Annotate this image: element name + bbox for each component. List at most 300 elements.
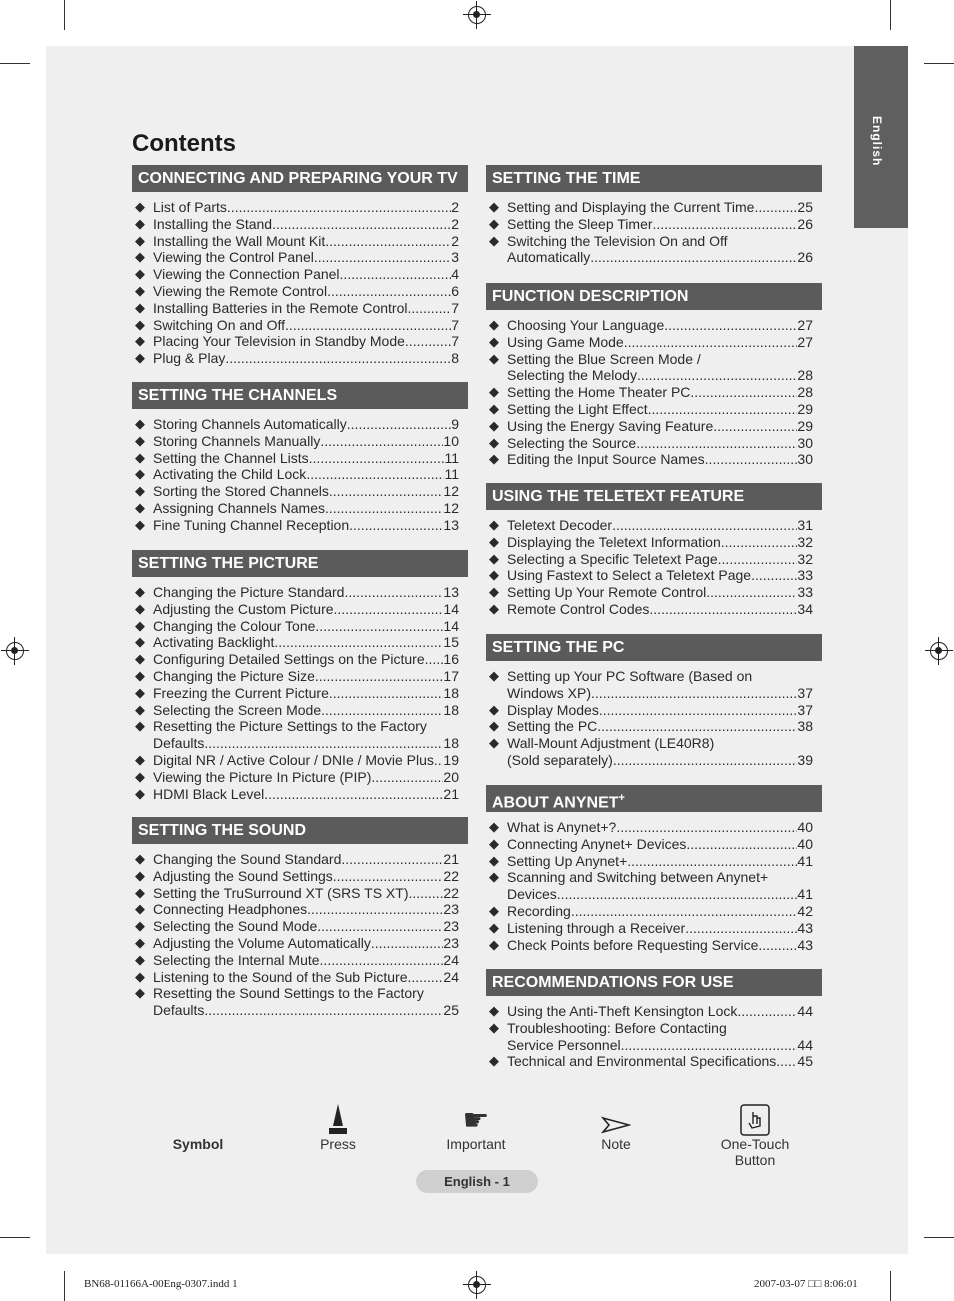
diamond-bullet-icon: ◆ — [489, 869, 499, 885]
toc-entry[interactable] — [486, 233, 822, 267]
toc-entry-title: Adjusting the Custom Picture — [153, 600, 334, 617]
toc-entry-title: Fine Tuning Channel Reception — [153, 516, 350, 533]
toc-entry-title: Windows XP) — [507, 684, 592, 701]
dot-leader — [637, 367, 797, 384]
toc-entry[interactable] — [486, 401, 822, 418]
toc-page-number: 37 — [797, 684, 813, 701]
diamond-bullet-icon: ◆ — [489, 668, 499, 683]
section-header — [486, 785, 822, 812]
diamond-bullet-icon: ◆ — [135, 701, 145, 717]
toc-entry[interactable] — [132, 618, 468, 635]
toc-list — [132, 416, 468, 534]
diamond-bullet-icon: ◆ — [135, 333, 145, 349]
toc-entry-title: Wall-Mount Adjustment (LE40R8) — [507, 735, 715, 752]
toc-entry-line — [507, 567, 813, 584]
toc-entry-line — [507, 249, 813, 266]
toc-entry-title: Storing Channels Automatically — [153, 416, 347, 432]
toc-section — [486, 634, 822, 769]
dot-leader — [690, 384, 797, 401]
toc-entry-line — [153, 500, 459, 517]
diamond-bullet-icon: ◆ — [135, 951, 145, 967]
diamond-bullet-icon: ◆ — [489, 451, 499, 467]
section-header — [132, 382, 468, 409]
toc-page-number: 39 — [797, 751, 813, 768]
toc-entry-line — [153, 702, 459, 719]
toc-page-number: 11 — [444, 449, 459, 466]
diamond-bullet-icon: ◆ — [489, 852, 499, 868]
diamond-bullet-icon: ◆ — [489, 735, 499, 751]
toc-entry[interactable] — [132, 901, 468, 918]
diamond-bullet-icon: ◆ — [489, 936, 499, 952]
diamond-bullet-icon: ◆ — [135, 617, 145, 633]
toc-entry[interactable] — [486, 567, 822, 584]
dot-leader — [321, 702, 443, 719]
diamond-bullet-icon: ◆ — [135, 282, 145, 298]
toc-entry[interactable] — [486, 702, 822, 719]
toc-entry-line — [507, 517, 813, 534]
toc-entry-line — [507, 334, 813, 351]
dot-leader — [627, 853, 797, 870]
diamond-bullet-icon: ◆ — [135, 466, 145, 482]
dot-leader — [636, 435, 797, 452]
toc-entry-title: Viewing the Picture In Picture (PIP) — [153, 768, 372, 785]
section-title: SETTING THE SOUND — [138, 822, 307, 839]
dot-leader — [340, 266, 452, 283]
dot-leader — [612, 517, 797, 534]
dot-leader — [306, 466, 444, 483]
toc-entry-title: Setting up Your PC Software (Based on — [507, 668, 753, 684]
toc-page-number: 17 — [443, 667, 459, 684]
diamond-bullet-icon: ◆ — [135, 934, 145, 950]
dot-leader — [754, 199, 797, 216]
toc-entry[interactable] — [132, 969, 468, 986]
toc-entry[interactable] — [486, 735, 822, 769]
diamond-bullet-icon: ◆ — [135, 751, 145, 767]
toc-entry[interactable] — [132, 483, 468, 500]
section-title: ABOUT ANYNET — [492, 794, 619, 812]
dot-leader — [349, 517, 443, 534]
diamond-bullet-icon: ◆ — [489, 350, 499, 366]
toc-entry[interactable] — [486, 1053, 822, 1070]
toc-entry-title: Editing the Input Source Names — [507, 451, 705, 468]
dot-leader — [621, 1037, 798, 1054]
diamond-bullet-icon: ◆ — [489, 232, 499, 248]
toc-entry[interactable] — [486, 534, 822, 551]
toc-entry-title: Viewing the Control Panel — [153, 249, 314, 266]
toc-page-number: 2 — [451, 215, 459, 232]
toc-entry-title: Setting the TruSurround XT (SRS TS XT) — [153, 884, 409, 901]
toc-entry-title: Adjusting the Volume Automatically — [153, 934, 371, 951]
toc-entry[interactable] — [132, 266, 468, 283]
toc-page-number: 11 — [444, 466, 459, 483]
toc-entry[interactable] — [132, 233, 468, 250]
toc-list — [132, 851, 468, 1019]
dot-leader — [405, 333, 451, 350]
toc-entry-line — [153, 333, 459, 350]
dot-leader — [204, 1002, 443, 1019]
toc-entry-title: Viewing the Connection Panel — [153, 266, 340, 283]
toc-entry-title: Viewing the Remote Control — [153, 282, 328, 299]
toc-entry-title: Changing the Picture Standard — [153, 584, 345, 600]
toc-entry[interactable] — [132, 651, 468, 668]
toc-entry-line — [507, 384, 813, 401]
toc-entry[interactable] — [132, 985, 468, 1019]
toc-entry-line — [507, 886, 813, 903]
toc-section — [132, 550, 468, 802]
print-slug-date: 2007-03-07 □□ 8:06:01 — [754, 1278, 858, 1290]
toc-entry[interactable] — [486, 903, 822, 920]
section-header — [486, 483, 822, 510]
toc-entry[interactable] — [132, 668, 468, 685]
toc-section — [486, 283, 822, 468]
section-title: SETTING THE CHANNELS — [138, 387, 338, 404]
toc-entry-line — [153, 918, 459, 935]
toc-entry-line — [153, 868, 459, 885]
diamond-bullet-icon: ◆ — [489, 417, 499, 433]
toc-page-number: 37 — [797, 701, 813, 718]
toc-entry-title: Selecting the Melody — [507, 367, 637, 384]
toc-page-number: 30 — [797, 434, 813, 451]
toc-entry[interactable] — [486, 718, 822, 735]
toc-entry[interactable] — [486, 317, 822, 334]
toc-page-number: 34 — [797, 600, 813, 617]
toc-page-number: 23 — [443, 901, 459, 918]
toc-entry[interactable] — [486, 199, 822, 216]
toc-page-number: 43 — [797, 936, 813, 953]
diamond-bullet-icon: ◆ — [489, 215, 499, 231]
toc-entry-title: Teletext Decoder — [507, 517, 613, 533]
toc-entry-title: Setting and Displaying the Current Time — [507, 199, 755, 215]
toc-entry[interactable] — [486, 384, 822, 401]
section-header — [486, 283, 822, 310]
one-touch-button-icon — [740, 1104, 770, 1136]
toc-entry-title: Selecting the Sound Mode — [153, 918, 318, 935]
toc-entry[interactable] — [132, 584, 468, 601]
diamond-bullet-icon: ◆ — [489, 718, 499, 734]
toc-entry-line — [507, 216, 813, 233]
toc-entry[interactable] — [132, 851, 468, 868]
toc-entry[interactable] — [486, 351, 822, 385]
toc-entry[interactable] — [132, 702, 468, 719]
toc-entry[interactable] — [486, 451, 822, 468]
section-header — [132, 165, 468, 192]
dot-leader — [344, 584, 443, 601]
symbol-important — [436, 1096, 516, 1152]
toc-entry-line — [507, 233, 813, 250]
toc-entry[interactable] — [132, 752, 468, 769]
diamond-bullet-icon: ◆ — [135, 316, 145, 332]
diamond-bullet-icon: ◆ — [135, 634, 145, 650]
toc-page-number: 6 — [451, 282, 459, 299]
toc-entry-line — [507, 1003, 813, 1020]
toc-entry[interactable] — [132, 885, 468, 902]
toc-entry[interactable] — [132, 500, 468, 517]
toc-page-number: 22 — [443, 867, 459, 884]
dot-leader — [751, 567, 797, 584]
toc-entry[interactable] — [486, 216, 822, 233]
diamond-bullet-icon: ◆ — [135, 449, 145, 465]
toc-page-number: 13 — [443, 516, 459, 533]
toc-page-number: 13 — [443, 584, 459, 600]
dot-leader — [758, 937, 797, 954]
toc-entry[interactable] — [132, 786, 468, 803]
toc-page-number: 44 — [797, 1003, 813, 1019]
toc-entry-title: Connecting Headphones — [153, 901, 308, 918]
toc-entry-line — [153, 618, 459, 635]
toc-entry[interactable] — [486, 334, 822, 351]
toc-entry-title: Selecting a Specific Teletext Page — [507, 550, 718, 567]
language-tab — [854, 46, 908, 228]
toc-entry[interactable] — [486, 517, 822, 534]
toc-entry-line — [153, 483, 459, 500]
toc-entry-line — [507, 668, 813, 685]
note-label: Note — [601, 1136, 631, 1152]
diamond-bullet-icon: ◆ — [135, 584, 145, 599]
diamond-bullet-icon: ◆ — [135, 667, 145, 683]
toc-entry-title: Listening through a Receiver — [507, 919, 686, 936]
toc-list — [486, 668, 822, 769]
toc-entry[interactable] — [132, 450, 468, 467]
toc-entry-line — [507, 718, 813, 735]
toc-entry[interactable] — [132, 935, 468, 952]
toc-entry[interactable] — [132, 199, 468, 216]
toc-entry-line — [153, 634, 459, 651]
dot-leader — [653, 216, 798, 233]
diamond-bullet-icon: ◆ — [135, 215, 145, 231]
diamond-bullet-icon: ◆ — [135, 684, 145, 700]
toc-entry[interactable] — [132, 283, 468, 300]
diamond-bullet-icon: ◆ — [135, 266, 145, 282]
toc-entry[interactable] — [486, 418, 822, 435]
crop-mark — [924, 1237, 954, 1238]
toc-page-number: 26 — [797, 249, 813, 266]
toc-entry-title: Defaults — [153, 735, 205, 752]
important-label: Important — [446, 1136, 506, 1152]
toc-entry-line — [507, 435, 813, 452]
toc-entry-line — [507, 920, 813, 937]
toc-entry[interactable] — [132, 317, 468, 334]
diamond-bullet-icon: ◆ — [489, 199, 499, 214]
toc-entry[interactable] — [486, 869, 822, 903]
toc-page-number: 14 — [443, 617, 459, 634]
press-icon — [328, 1102, 348, 1136]
toc-entry[interactable] — [132, 952, 468, 969]
toc-entry-line — [153, 466, 459, 483]
dot-leader — [408, 885, 443, 902]
diamond-bullet-icon: ◆ — [489, 317, 499, 332]
dot-leader — [557, 886, 798, 903]
diamond-bullet-icon: ◆ — [489, 1003, 499, 1018]
dot-leader — [616, 819, 797, 836]
toc-page-number: 27 — [797, 317, 813, 333]
toc-entry[interactable] — [486, 920, 822, 937]
toc-entry-line — [153, 901, 459, 918]
toc-list — [486, 317, 822, 468]
toc-entry-line — [153, 786, 459, 803]
toc-entry-title: Check Points before Requesting Service — [507, 936, 759, 953]
toc-entry-line — [153, 584, 459, 601]
symbol-one-touch — [706, 1096, 804, 1168]
toc-page-number: 20 — [443, 768, 459, 785]
toc-page-number: 33 — [797, 584, 813, 601]
toc-entry[interactable] — [132, 333, 468, 350]
toc-entry-line — [153, 266, 459, 283]
toc-entry[interactable] — [486, 584, 822, 601]
toc-entry-title: Setting Up Anynet+ — [507, 852, 628, 869]
toc-page-number: 29 — [797, 417, 813, 434]
page-number-badge: English - 1 — [416, 1170, 538, 1193]
toc-entry-title: Using Game Mode — [507, 333, 624, 350]
dot-leader — [325, 500, 443, 517]
toc-entry[interactable] — [132, 433, 468, 450]
diamond-bullet-icon: ◆ — [135, 416, 145, 431]
toc-entry-line — [507, 601, 813, 618]
section-title: CONNECTING AND PREPARING YOUR TV — [138, 170, 458, 187]
toc-entry[interactable] — [132, 350, 468, 367]
dot-leader — [648, 401, 798, 418]
toc-entry[interactable] — [486, 601, 822, 618]
diamond-bullet-icon: ◆ — [489, 333, 499, 349]
toc-entry-line — [153, 651, 459, 668]
toc-entry-title: Configuring Detailed Settings on the Picture — [153, 651, 425, 668]
toc-entry[interactable] — [132, 769, 468, 786]
registration-mark-icon — [468, 6, 486, 24]
dot-leader — [705, 451, 798, 468]
toc-entry-line — [153, 752, 459, 769]
toc-entry[interactable] — [486, 668, 822, 702]
symbol-heading-label: Symbol — [172, 1136, 224, 1152]
toc-entry[interactable] — [132, 300, 468, 317]
toc-entry[interactable] — [486, 1020, 822, 1054]
toc-entry[interactable] — [132, 685, 468, 702]
dot-leader — [624, 334, 798, 351]
toc-page-number: 21 — [443, 785, 459, 802]
diamond-bullet-icon: ◆ — [489, 835, 499, 851]
toc-entry-line — [153, 233, 459, 250]
crop-mark — [890, 1271, 891, 1301]
toc-entry[interactable] — [486, 836, 822, 853]
toc-entry-title: Choosing Your Language — [507, 317, 665, 333]
toc-entry-title: Changing the Sound Standard — [153, 851, 342, 867]
toc-page-number: 28 — [797, 367, 813, 384]
diamond-bullet-icon: ◆ — [135, 968, 145, 984]
toc-entry-title: Service Personnel — [507, 1036, 621, 1053]
toc-entry-line — [153, 517, 459, 534]
registration-mark-icon — [468, 1276, 486, 1294]
toc-entry[interactable] — [132, 466, 468, 483]
toc-section — [486, 165, 822, 266]
toc-page-number: 8 — [451, 350, 459, 367]
section-title: FUNCTION DESCRIPTION — [492, 288, 689, 305]
dot-leader — [227, 199, 451, 216]
toc-entry[interactable] — [132, 918, 468, 935]
toc-entry-line — [507, 351, 813, 368]
toc-entry-title: Resetting the Picture Settings to the Factory — [153, 718, 427, 735]
toc-entry-title: Changing the Picture Size — [153, 667, 315, 684]
toc-entry[interactable] — [486, 435, 822, 452]
toc-entry[interactable] — [486, 853, 822, 870]
toc-entry[interactable] — [132, 517, 468, 534]
toc-entry[interactable] — [132, 601, 468, 618]
section-title: SETTING THE PICTURE — [138, 555, 319, 572]
toc-entry-line — [153, 350, 459, 367]
diamond-bullet-icon: ◆ — [489, 600, 499, 616]
toc-entry[interactable] — [486, 937, 822, 954]
toc-page-number: 32 — [797, 550, 813, 567]
toc-entry-title: Automatically — [507, 249, 591, 266]
diamond-bullet-icon: ◆ — [489, 550, 499, 566]
toc-page-number: 40 — [797, 835, 813, 852]
dot-leader — [272, 216, 451, 233]
toc-list — [132, 584, 468, 802]
toc-entry-line — [507, 836, 813, 853]
dot-leader — [285, 317, 451, 334]
toc-entry-title: Assigning Channels Names — [153, 499, 325, 516]
toc-entry-line — [507, 702, 813, 719]
dot-leader — [347, 416, 451, 433]
dot-leader — [686, 836, 797, 853]
toc-entry[interactable] — [132, 216, 468, 233]
toc-entry-line — [153, 283, 459, 300]
toc-entry-line — [153, 433, 459, 450]
dot-leader — [571, 903, 798, 920]
dot-leader — [329, 483, 444, 500]
toc-page-number: 43 — [797, 919, 813, 936]
toc-entry[interactable] — [486, 551, 822, 568]
toc-entry[interactable] — [486, 819, 822, 836]
dot-leader — [664, 317, 797, 334]
toc-entry[interactable] — [132, 718, 468, 752]
diamond-bullet-icon: ◆ — [135, 651, 145, 667]
diamond-bullet-icon: ◆ — [489, 584, 499, 600]
diamond-bullet-icon: ◆ — [489, 533, 499, 549]
diamond-bullet-icon: ◆ — [135, 232, 145, 248]
toc-entry-line — [153, 199, 459, 216]
section-header — [132, 817, 468, 844]
dot-leader — [718, 551, 798, 568]
toc-entry[interactable] — [132, 416, 468, 433]
toc-entry-line — [507, 534, 813, 551]
toc-entry-line — [507, 1020, 813, 1037]
toc-page-number: 18 — [443, 735, 459, 752]
toc-page-number: 40 — [797, 819, 813, 835]
toc-section — [132, 165, 468, 367]
diamond-bullet-icon: ◆ — [489, 1053, 499, 1069]
diamond-bullet-icon: ◆ — [135, 249, 145, 265]
toc-entry-title: Setting the Light Effect — [507, 400, 648, 417]
toc-entry-title: Freezing the Current Picture — [153, 684, 329, 701]
dot-leader — [333, 868, 444, 885]
toc-entry-title: Activating Backlight — [153, 634, 275, 651]
toc-page-number: 23 — [443, 918, 459, 935]
toc-entry[interactable] — [132, 868, 468, 885]
toc-page-number: 38 — [797, 718, 813, 735]
toc-entry-title: Installing Batteries in the Remote Control — [153, 299, 408, 316]
toc-entry[interactable] — [486, 1003, 822, 1020]
toc-entry-title: HDMI Black Level — [153, 785, 265, 802]
toc-entry-title: Plug & Play — [153, 350, 226, 367]
diamond-bullet-icon: ◆ — [135, 884, 145, 900]
diamond-bullet-icon: ◆ — [135, 350, 145, 366]
toc-page-number: 9 — [451, 416, 459, 432]
toc-entry[interactable] — [132, 249, 468, 266]
toc-entry-line — [507, 735, 813, 752]
dot-leader — [334, 601, 444, 618]
toc-entry-title: Technical and Environmental Specifications — [507, 1053, 777, 1070]
toc-entry-title: Setting the Home Theater PC — [507, 384, 691, 401]
toc-entry-line — [153, 952, 459, 969]
toc-entry[interactable] — [132, 634, 468, 651]
